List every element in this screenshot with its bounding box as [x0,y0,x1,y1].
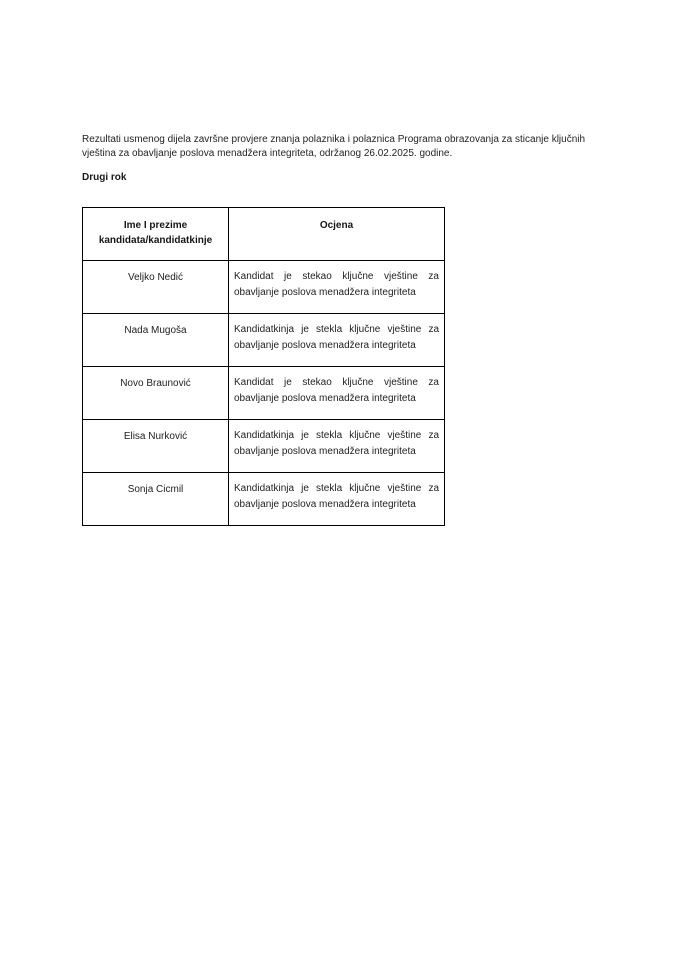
candidate-name: Sonja Cicmil [83,473,229,526]
candidate-name: Veljko Nedić [83,261,229,314]
term-heading: Drugi rok [82,172,127,183]
table-header-row [83,208,445,261]
candidate-grade: Kandidat je stekao ključne vještine za obavljanje poslova menadžera integriteta [229,367,445,420]
table-row [83,420,445,473]
candidate-name: Novo Braunović [83,367,229,420]
candidate-grade: Kandidatkinja je stekla ključne vještine za obavljanje poslova menadžera integriteta [229,473,445,526]
intro-paragraph: Rezultati usmenog dijela završne provjere znanja polaznika i polaznica Programa obrazovanja za sticanje ključnih vještina za obavljanje poslova menadžera integriteta, održanog 26.02.2025. godine. [82,134,586,159]
column-header-grade: Ocjena [229,208,445,261]
document-body [82,133,622,526]
results-table [82,207,445,526]
candidate-grade: Kandidat je stekao ključne vještine za obavljanje poslova menadžera integriteta [229,261,445,314]
table-row [83,367,445,420]
column-header-name: Ime I prezime kandidata/kandidatkinje [83,208,229,261]
candidate-name: Nada Mugoša [83,314,229,367]
table-row [83,261,445,314]
candidate-grade: Kandidatkinja je stekla ključne vještine za obavljanje poslova menadžera integriteta [229,314,445,367]
table-row [83,473,445,526]
candidate-grade: Kandidatkinja je stekla ključne vještine za obavljanje poslova menadžera integriteta [229,420,445,473]
table-row [83,314,445,367]
candidate-name: Elisa Nurković [83,420,229,473]
